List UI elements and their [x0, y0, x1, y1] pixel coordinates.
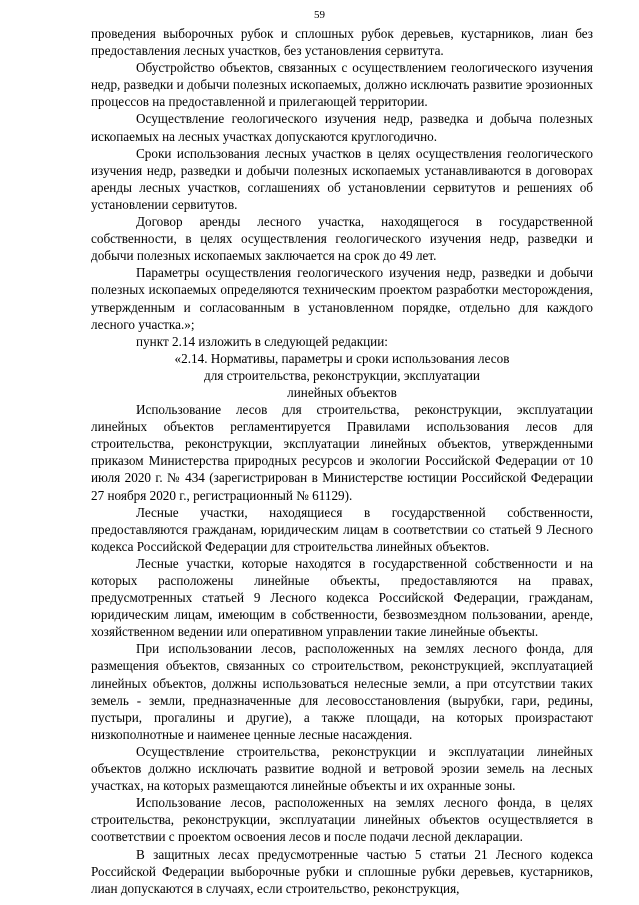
page-number: 59 [314, 9, 325, 21]
paragraph: Лесные участки, которые находятся в государственной собственности и на которых расположены линейные объекты, предоставляются на правах, предусмотренных статьей 9 Лесного кодекса Российской Федерации, гражданам, юридическим лицам, имеющим в собственности, безвозмездном пользовании, аренде, хозяйственном ведении или оперативном управлении такие линейные объекты. [91, 555, 593, 640]
amendment-instruction: пункт 2.14 изложить в следующей редакции: [136, 333, 388, 349]
paragraph: Осуществление строительства, реконструкции и эксплуатации линейных объектов должно исключать развитие водной и ветровой эрозии земель на лесных участках, на которых размещаются линейные объекты и их охранные зоны. [91, 743, 593, 794]
paragraph: проведения выборочных рубок и сплошных рубок деревьев, кустарников, лиан без предоставления лесных участков, без установления сервитута. [91, 26, 593, 59]
paragraph: Использование лесов для строительства, реконструкции, эксплуатации линейных объектов регламентируется Правилами использования лесов для строительства, реконструкции, эксплуатации линейных объектов, утвержденными приказом Министерства природных ресурсов и экологии Российской Федерации от 10 июля 2020 г. № 434 (зарегистрирован в Министерстве юстиции Российской Федерации 27 ноября 2020 г., регистрационный № 61129). [91, 402, 593, 503]
heading-line: для строительства, реконструкции, эксплуатации [204, 367, 480, 383]
heading-line: линейных объектов [287, 384, 397, 400]
paragraph: Использование лесов, расположенных на землях лесного фонда, в целях строительства, реконструкции, эксплуатации линейных объектов осуществляется в соответствии с проектом освоения лесов и после подачи лесной декларации. [91, 795, 593, 845]
document-body [91, 25, 593, 897]
paragraph: В защитных лесах предусмотренные частью 5 статьи 21 Лесного кодекса Российской Федерации выборочные рубки и сплошные рубки деревьев, кустарников, лиан допускаются в случаях, если строительство, реконструкция, [91, 846, 593, 896]
paragraph: При использовании лесов, расположенных на землях лесного фонда, для размещения объектов, связанных со строительством, реконструкцией, эксплуатацией линейных объектов, должны использоваться нелесные земли, а при отсутствии таких земель - земли, предназначенные для лесовосстановления (вырубки, гари, редины, пустыри, прогалины и другие), а также площади, на которых произрастают низкополнотные и наименее ценные лесные насаждения. [91, 641, 593, 742]
paragraph: Осуществление геологического изучения недр, разведка и добыча полезных ископаемых на лесных участках допускаются круглогодично. [91, 111, 593, 144]
paragraph: Лесные участки, находящиеся в государственной собственности, предоставляются гражданам, юридическим лицам в соответствии со статьей 9 Лесного кодекса Российской Федерации для строительства линейных объектов. [91, 504, 593, 554]
paragraph: Сроки использования лесных участков в целях осуществления геологического изучения недр, разведки и добычи полезных ископаемых устанавливаются в договорах аренды лесных участков, соглашениях об установлении сервитутов и решениях об установлении сервитутов. [91, 145, 593, 212]
heading-line: «2.14. Нормативы, параметры и сроки использования лесов [174, 350, 510, 366]
paragraph: Параметры осуществления геологического изучения недр, разведки и добычи полезных ископаемых определяются техническим проектом разработки месторождения, утвержденным и согласованным в установленном порядке, отдельно для каждого лесного участка.»; [91, 265, 593, 332]
paragraph: Договор аренды лесного участка, находящегося в государственной собственности, в целях осуществления геологического изучения недр, разведки и добычи полезных ископаемых заключается на срок до 49 лет. [91, 214, 593, 264]
paragraph: Обустройство объектов, связанных с осуществлением геологического изучения недр, разведки и добычи полезных ископаемых, должно исключать развитие эрозионных процессов на предоставленной и прилегающей территории. [91, 60, 593, 110]
section-heading [91, 350, 593, 401]
